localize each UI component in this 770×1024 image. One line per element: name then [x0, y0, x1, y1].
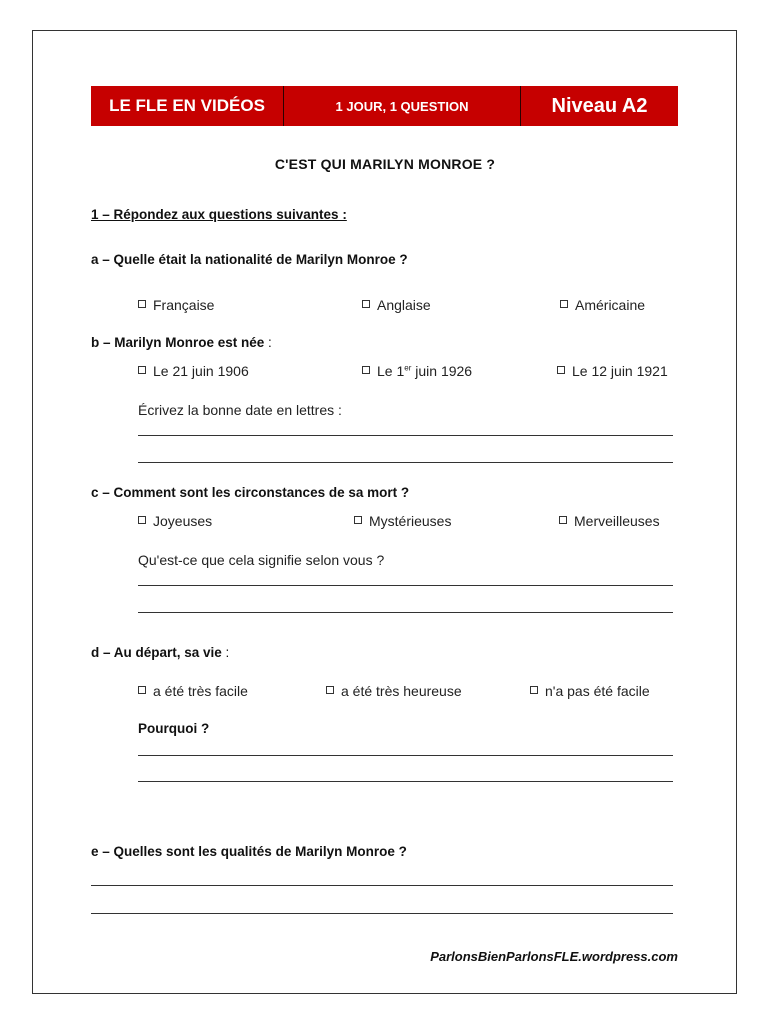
- option-b2[interactable]: Le 1er juin 1926: [362, 363, 472, 379]
- question-a: a – Quelle était la nationalité de Marilyn Monroe ?: [91, 252, 408, 267]
- checkbox-icon[interactable]: [362, 300, 370, 308]
- header-banner: [91, 86, 678, 126]
- checkbox-icon[interactable]: [326, 686, 334, 694]
- header-left: LE FLE EN VIDÉOS: [91, 86, 284, 126]
- option-b1[interactable]: Le 21 juin 1906: [138, 363, 249, 379]
- answer-line-c1[interactable]: [138, 585, 673, 586]
- checkbox-icon[interactable]: [138, 300, 146, 308]
- option-d3[interactable]: n'a pas été facile: [530, 683, 650, 699]
- checkbox-icon[interactable]: [559, 516, 567, 524]
- question-d: d – Au départ, sa vie :: [91, 645, 230, 660]
- answer-line-e2[interactable]: [91, 913, 673, 914]
- option-d1[interactable]: a été très facile: [138, 683, 248, 699]
- option-c3[interactable]: Merveilleuses: [559, 513, 660, 529]
- checkbox-icon[interactable]: [362, 366, 370, 374]
- header-level: Niveau A2: [551, 94, 648, 117]
- answer-line-b1[interactable]: [138, 435, 673, 436]
- option-c1[interactable]: Joyeuses: [138, 513, 212, 529]
- instruction-b: Écrivez la bonne date en lettres :: [138, 402, 342, 418]
- checkbox-icon[interactable]: [560, 300, 568, 308]
- checkbox-icon[interactable]: [530, 686, 538, 694]
- instruction-c: Qu'est-ce que cela signifie selon vous ?: [138, 552, 385, 568]
- question-b: b – Marilyn Monroe est née :: [91, 335, 272, 350]
- option-c2[interactable]: Mystérieuses: [354, 513, 451, 529]
- answer-line-e1[interactable]: [91, 885, 673, 886]
- question-e: e – Quelles sont les qualités de Marilyn Monroe ?: [91, 844, 407, 859]
- followup-d: Pourquoi ?: [138, 721, 210, 736]
- option-b3[interactable]: Le 12 juin 1921: [557, 363, 668, 379]
- checkbox-icon[interactable]: [557, 366, 565, 374]
- question-c: c – Comment sont les circonstances de sa mort ?: [91, 485, 410, 500]
- checkbox-icon[interactable]: [138, 686, 146, 694]
- footer-website: ParlonsBienParlonsFLE.wordpress.com: [430, 949, 678, 964]
- answer-line-b2[interactable]: [138, 462, 673, 463]
- option-a2[interactable]: Anglaise: [362, 297, 431, 313]
- page-title: C'EST QUI MARILYN MONROE ?: [274, 156, 496, 172]
- answer-line-c2[interactable]: [138, 612, 673, 613]
- answer-line-d2[interactable]: [138, 781, 673, 782]
- option-a1[interactable]: Française: [138, 297, 214, 313]
- section-heading: 1 – Répondez aux questions suivantes :: [91, 207, 347, 222]
- checkbox-icon[interactable]: [138, 516, 146, 524]
- option-d2[interactable]: a été très heureuse: [326, 683, 462, 699]
- header-middle: 1 JOUR, 1 QUESTION: [284, 86, 521, 126]
- option-a3[interactable]: Américaine: [560, 297, 645, 313]
- answer-line-d1[interactable]: [138, 755, 673, 756]
- checkbox-icon[interactable]: [138, 366, 146, 374]
- checkbox-icon[interactable]: [354, 516, 362, 524]
